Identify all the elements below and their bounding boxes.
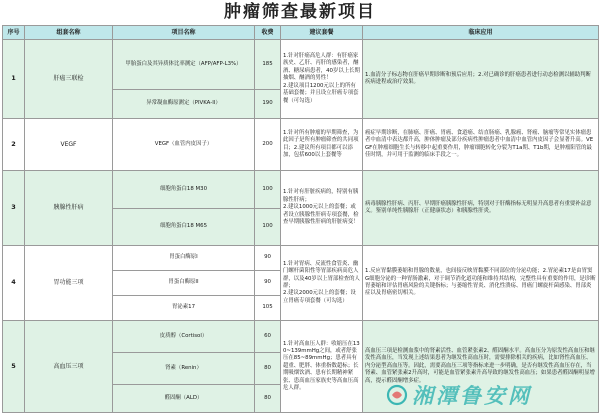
package-cell: 1.针对肝癌高危人群：有肝癌家族史、乙肝、丙肝的感染者，酗酒、糖尿病患者，40岁以上长期抽烟、酗酒的男性！ 2.建议项目1200元以上的所有基础套餐；并且设立肝癌专项套餐（可勾选） [281,40,363,119]
item-fee: 190 [255,90,281,119]
table-header-row [3,26,599,40]
item-fee: 90 [255,271,281,296]
group-name: 肝癌三联检 [25,40,113,119]
item-name: VEGF（血管内皮因子） [113,119,255,171]
package-cell: 1.针对有肝脏疾病的，特别有胰腺性肝病； 2.建议1000元以上的套餐；或者设立胰腺性肝病专项套餐，检查早期胰腺性肝病的肝脏病变！ [281,171,363,246]
header-clinical: 临床应用 [363,26,599,40]
item-name: 醛固酮（ALD） [113,385,255,413]
clinical-cell: 1.血清分子标志物在肝癌早期诊断和预后应用；2.对已确诊的肝癌患者进行动态检测以辅助判断疾病进程或治疗效果。 [363,40,599,119]
table-row [3,321,599,353]
watermark [386,382,586,408]
header-group-name: 组套名称 [25,26,113,40]
header-package: 建议套餐 [281,26,363,40]
item-name: 胃蛋白酶原I [113,246,255,271]
item-fee: 80 [255,385,281,413]
package-cell: 1.针对所有肿瘤的早期筛查，为此因子是所有肿瘤筛查的共同项目；2.建议所有项目都可以添加，包括600以上套餐等 [281,119,363,171]
item-fee: 100 [255,171,281,209]
item-fee: 105 [255,296,281,321]
group-name: VEGF [25,119,113,171]
row-index: 5 [3,321,25,413]
row-index: 3 [3,171,25,246]
item-name: 细胞角蛋白18 M65 [113,209,255,246]
item-name: 肾素（Renin） [113,353,255,385]
item-fee: 185 [255,40,281,90]
watermark-logo-icon [386,384,408,406]
item-fee: 90 [255,246,281,271]
clinical-cell: 1.反应胃黏膜萎缩和胃腺的数量，也间接反映胃黏膜不同部位的分泌功能；2.胃泌素17是由胃窦G细胞分泌的一种胃肠激素，对于调节消化道功能和维持其结构，完整性具有重要的作用，是诊断胃萎缩和评估胃癌风险的关键指标；与萎缩性胃炎、消化性溃疡、胃癌门螺旋杆菌感染、胃部炎症以及胃癌密切相关。 [363,246,599,321]
table-row [3,171,599,209]
item-name: 甲胎蛋白及其异质体比率测定（AFP/AFP-L3%） [113,40,255,90]
table-row [3,119,599,171]
item-name: 异常凝血酶原测定（PIVKA-II） [113,90,255,119]
clinical-cell: 病毒胰腺性肝病、丙肝、早期肝癌胰腺性肝病，特别对于肝酶指标无明显升高患者有重要补益意义。鉴别单纯性胰腺肝（正健康状态）和胰腺性肝炎。 [363,171,599,246]
item-fee: 100 [255,209,281,246]
header-fee: 收费 [255,26,281,40]
table-row [3,40,599,90]
item-fee: 200 [255,119,281,171]
row-index: 2 [3,119,25,171]
group-name: 高血压三项 [25,321,113,413]
item-name: 胃泌素17 [113,296,255,321]
row-index: 4 [3,246,25,321]
page-title: 肿瘤筛查最新项目 [224,2,376,22]
item-name: 胃蛋白酶原II [113,271,255,296]
table-row [3,246,599,271]
item-name: 皮质醇（Cortisol） [113,321,255,353]
row-index: 1 [3,40,25,119]
item-name: 细胞角蛋白18 M30 [113,171,255,209]
header-item-name: 项目名称 [113,26,255,40]
item-fee: 60 [255,321,281,353]
group-name: 胃功能三项 [25,246,113,321]
clinical-cell: 癌症早期诊断，在肺癌、肝癌、胃癌、食道癌、结直肠癌、乳腺癌、肾癌、脑瘤等常见实体瘤患者中血清中表达都升高，肿体肿瘤及部分疾病性肿瘤患者中血清中血管内皮因子会显著升高。VEGF在肿瘤细胞生长与转移中起重要作用，肿瘤细胞转化分裂为T1a期、T1b期，是肿瘤阳管的最佳时期，并可用于监测的临床手段之一。 [363,119,599,171]
screening-table [2,25,599,413]
item-fee: 80 [255,353,281,385]
header-index: 序号 [3,26,25,40]
package-cell: 1.针对胃病、反流性食管炎、幽门螺杆菌阳性等胃部疾病高危人群，以及40岁以上胃部检查的人群； 2.建议2000元以上的套餐；设立胃癌专项套餐（可勾选） [281,246,363,321]
clinical-cell: 高血压三项是检测血浆中的肾素活性、血管紧张素2、醛固酮水平。高血压分为原发性高血压和继发性高血压，当发现上述结果患者为继发性高血压时，需要排除相关的疾病，比如肾性高血压、内分泌型高血压等。因此，需要高血压三项等指标来进一步明确，是否有继发性高血压存在，当肾素、血管紧张素2升高时，可能是血管紧张素升高导致的继发性高血压；如果患者醛固酮明显增高，提示醛固酮增多症。 [363,321,599,413]
group-name: 胰腺性肝病 [25,171,113,246]
watermark-text: 湘潭鲁安网 [412,383,532,408]
package-cell: 1.针对高血压人群：收缩压在130~139mmHg之间，或者舒张压在85~89mmHg；患者具有超重、肥胖、体重指数超标；长期吸烟饮酒、患有长期精神紧张、患高血压家族史等高血压高危人群。 [281,321,363,413]
